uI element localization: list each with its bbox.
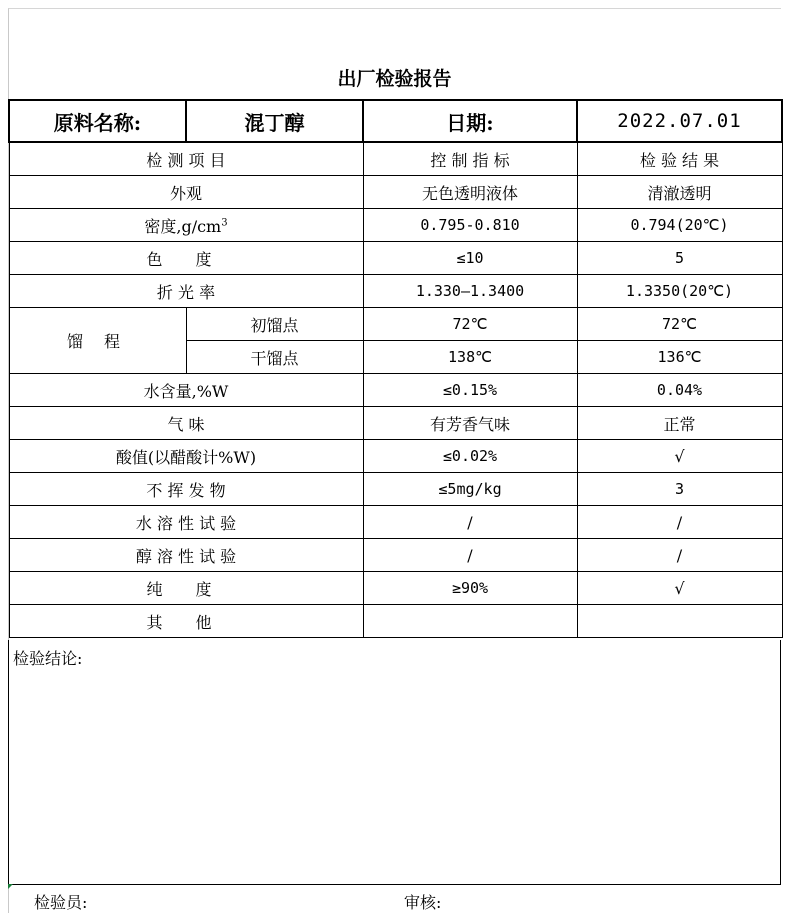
row-spec-alcohol-solubility[interactable]: / (363, 539, 577, 572)
row-result-dry-point[interactable]: 136℃ (577, 341, 782, 374)
inspection-table (8, 99, 783, 638)
material-name-label: 原料名称: (9, 100, 186, 142)
row-item-acidity: 酸值(以醋酸计%W) (9, 440, 363, 473)
table-row (9, 605, 782, 638)
row-result-density[interactable]: 0.794(20℃) (577, 209, 782, 242)
row-spec-appearance[interactable]: 无色透明液体 (363, 176, 577, 209)
row-spec-purity[interactable]: ≥90% (363, 572, 577, 605)
conclusion-label: 检验结论: (13, 649, 83, 668)
row-result-other[interactable] (577, 605, 782, 638)
row-item-water-solubility: 水 溶 性 试 验 (9, 506, 363, 539)
row-result-initial-boiling[interactable]: 72℃ (577, 308, 782, 341)
table-row (9, 176, 782, 209)
row-result-water-solubility[interactable]: / (577, 506, 782, 539)
table-row (9, 209, 782, 242)
row-result-alcohol-solubility[interactable]: / (577, 539, 782, 572)
header-row (9, 100, 782, 142)
reviewer-label: 审核: (404, 893, 442, 912)
density-label: 密度,g/cm (144, 216, 222, 236)
table-row (9, 407, 782, 440)
table-row (9, 440, 782, 473)
row-item-dry-point: 干馏点 (186, 341, 363, 374)
row-spec-refraction[interactable]: 1.330—1.3400 (363, 275, 577, 308)
row-spec-dry-point[interactable]: 138℃ (363, 341, 577, 374)
row-result-appearance[interactable]: 清澈透明 (577, 176, 782, 209)
table-row (9, 506, 782, 539)
column-header-row (9, 142, 782, 176)
row-spec-water[interactable]: ≤0.15% (363, 374, 577, 407)
table-row (9, 242, 782, 275)
row-item-density (9, 209, 363, 242)
row-item-other: 其 他 (9, 605, 363, 638)
date-value[interactable]: 2022.07.01 (577, 100, 782, 142)
row-item-appearance: 外观 (9, 176, 363, 209)
table-row (9, 572, 782, 605)
table-row (9, 374, 782, 407)
row-spec-water-solubility[interactable]: / (363, 506, 577, 539)
row-item-purity: 纯 度 (9, 572, 363, 605)
date-label: 日期: (363, 100, 577, 142)
row-item-refraction: 折 光 率 (9, 275, 363, 308)
row-spec-density[interactable]: 0.795-0.810 (363, 209, 577, 242)
row-spec-color[interactable]: ≤10 (363, 242, 577, 275)
cell-comment-marker-icon (8, 884, 13, 889)
row-item-initial-boiling: 初馏点 (186, 308, 363, 341)
row-result-refraction[interactable]: 1.3350(20℃) (577, 275, 782, 308)
table-row (9, 308, 782, 341)
row-spec-nonvolatile[interactable]: ≤5mg/kg (363, 473, 577, 506)
table-row (9, 473, 782, 506)
row-spec-acidity[interactable]: ≤0.02% (363, 440, 577, 473)
row-item-odor: 气 味 (9, 407, 363, 440)
column-header-spec: 控 制 指 标 (363, 142, 577, 176)
inspector-label: 检验员: (34, 893, 88, 912)
table-row (9, 275, 782, 308)
row-result-water[interactable]: 0.04% (577, 374, 782, 407)
row-result-color[interactable]: 5 (577, 242, 782, 275)
row-spec-initial-boiling[interactable]: 72℃ (363, 308, 577, 341)
row-result-odor[interactable]: 正常 (577, 407, 782, 440)
column-header-result: 检 验 结 果 (577, 142, 782, 176)
column-header-item: 检 测 项 目 (9, 142, 363, 176)
material-name-value[interactable]: 混丁醇 (186, 100, 363, 142)
density-superscript: 3 (221, 217, 228, 229)
row-spec-odor[interactable]: 有芳香气味 (363, 407, 577, 440)
row-item-water: 水含量,%W (9, 374, 363, 407)
conclusion-box[interactable] (8, 640, 781, 885)
row-result-acidity[interactable]: √ (577, 440, 782, 473)
row-item-alcohol-solubility: 醇 溶 性 试 验 (9, 539, 363, 572)
row-spec-other[interactable] (363, 605, 577, 638)
row-result-nonvolatile[interactable]: 3 (577, 473, 782, 506)
report-title: 出厂检验报告 (337, 68, 452, 90)
row-result-purity[interactable]: √ (577, 572, 782, 605)
row-item-distillation: 馏 程 (9, 308, 186, 374)
row-item-color: 色 度 (9, 242, 363, 275)
table-row (9, 539, 782, 572)
row-item-nonvolatile: 不 挥 发 物 (9, 473, 363, 506)
